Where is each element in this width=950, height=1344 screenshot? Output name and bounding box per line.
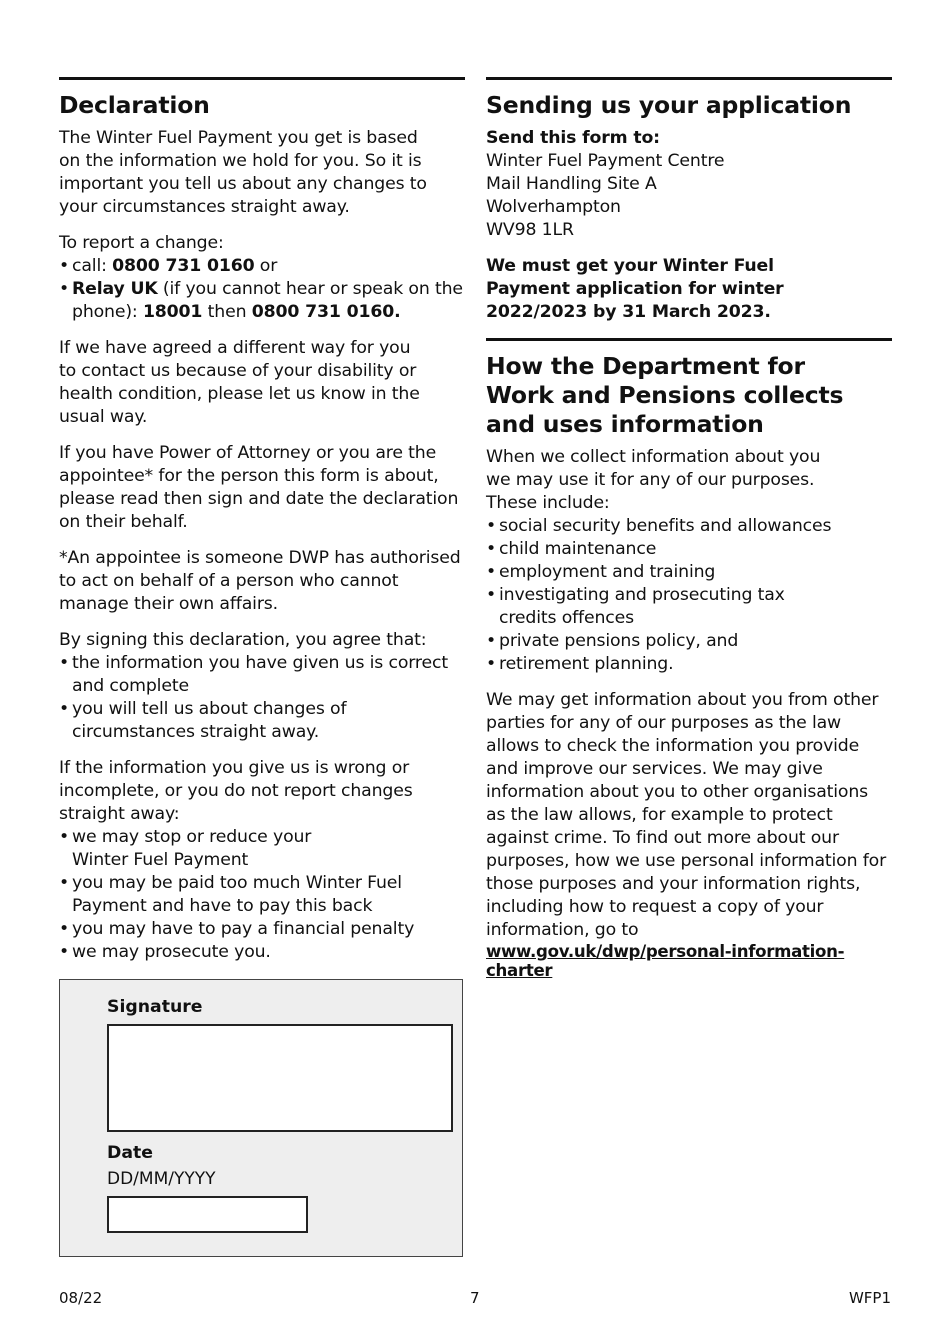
list-item: • we may stop or reduce your Winter Fuel Payment	[59, 826, 332, 872]
agree-list	[59, 652, 465, 744]
address-line: Winter Fuel Payment Centre	[486, 151, 725, 171]
report-change-list	[59, 255, 465, 324]
list-item: • child maintenance	[486, 538, 892, 561]
list-item: • employment and training	[486, 561, 892, 584]
footer-form-code: WFP1	[848, 1289, 891, 1307]
list-item: • you will tell us about changes of circumstances straight away.	[59, 698, 352, 744]
address-line: WV98 1LR	[486, 220, 574, 240]
relay-uk: Relay UK	[72, 279, 158, 299]
wrong-info-label: If the information you give us is wrong or incomplete, or you do not report changes straight away:	[59, 758, 413, 824]
relay-phone-number: 0800 731 0160.	[251, 302, 401, 322]
address-line: Wolverhampton	[486, 197, 621, 217]
contact-paragraph: If we have agreed a different way for you to contact us because of your disability or health condition, please let us know in the usual way.	[59, 338, 420, 427]
date-format-hint: DD/MM/YYYY	[107, 1169, 216, 1189]
date-label: Date	[107, 1143, 153, 1163]
purposes-list	[486, 515, 892, 676]
sending-heading: Sending us your application	[486, 91, 852, 119]
list-item: • private pensions policy, and	[486, 630, 892, 653]
dwp-info-intro: When we collect information about you we may use it for any of our purposes. These include:	[486, 447, 821, 513]
list-item: • investigating and prosecuting tax credits offences	[486, 584, 799, 630]
signature-label: Signature	[107, 997, 203, 1017]
list-item: • social security benefits and allowances	[486, 515, 892, 538]
declaration-section	[59, 77, 465, 964]
footer-date-code: 08/22	[59, 1289, 103, 1307]
dwp-info-heading: How the Department for Work and Pensions collects and uses information	[486, 352, 844, 438]
relay-code: 18001	[142, 302, 203, 322]
consequences-list	[59, 826, 465, 964]
list-item: • you may have to pay a financial penalty	[59, 918, 465, 941]
date-field[interactable]	[107, 1196, 308, 1233]
phone-number: 0800 731 0160	[112, 256, 255, 276]
agree-label: By signing this declaration, you agree that:	[59, 630, 427, 650]
report-change-label: To report a change:	[59, 233, 224, 253]
list-item: • retirement planning.	[486, 653, 892, 676]
deadline-notice: We must get your Winter Fuel Payment application for winter 2022/2023 by 31 March 2023.	[486, 256, 784, 322]
sending-section	[486, 77, 892, 980]
dwp-info-section	[486, 338, 892, 980]
personal-information-charter-link[interactable]: www.gov.uk/dwp/personal-information-charter	[486, 942, 845, 980]
address-line: Mail Handling Site A	[486, 174, 657, 194]
page-number: 7	[470, 1289, 480, 1307]
list-item: • the information you have given us is correct and complete	[59, 652, 465, 698]
list-item: • we may prosecute you.	[59, 941, 465, 964]
signature-field[interactable]	[107, 1024, 453, 1132]
declaration-heading: Declaration	[59, 91, 210, 119]
attorney-paragraph: If you have Power of Attorney or you are the appointee* for the person this form is about, please read then sign and date the declaration on their behalf.	[59, 443, 459, 532]
appointee-note: *An appointee is someone DWP has authorised to act on behalf of a person who cannot manage their own affairs.	[59, 548, 461, 614]
list-item: • Relay UK (if you cannot hear or speak on the phone): 18001 then 0800 731 0160.	[59, 278, 465, 324]
list-item: • call: 0800 731 0160 or	[59, 255, 465, 278]
declaration-intro: The Winter Fuel Payment you get is based on the information we hold for you. So it is important you tell us about any changes to your circumstances straight away.	[59, 128, 427, 217]
signature-panel	[59, 979, 463, 1257]
list-item: • you may be paid too much Winter Fuel Payment and have to pay this back	[59, 872, 422, 918]
data-sharing-paragraph: We may get information about you from other parties for any of our purposes as the law allows to check the information you provide and improve our services. We may give information about you to other organisations as the law allows, for example to protect against crime. To find out more about our purposes, how we use personal information for those purposes and your information rights, including how to request a copy of your information, go to	[486, 690, 887, 940]
send-label: Send this form to:	[486, 128, 660, 148]
